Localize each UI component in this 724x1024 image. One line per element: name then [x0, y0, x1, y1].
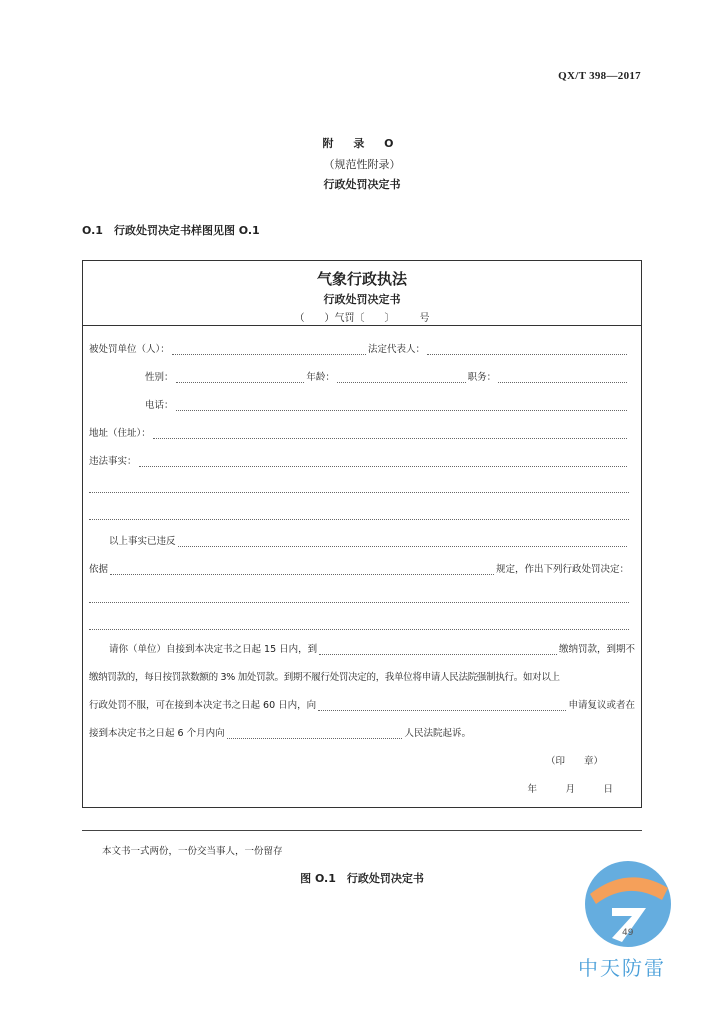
address-row: [89, 425, 629, 439]
page-number: 49: [622, 928, 634, 938]
gender-label: 性别：: [145, 372, 174, 383]
personal-row: [145, 369, 629, 383]
facts-line-2[interactable]: [89, 491, 629, 493]
payment-place-field[interactable]: [319, 644, 557, 655]
decision-form: [82, 260, 642, 808]
phone-label: 电话：: [145, 400, 174, 411]
legal-rep-label: 法定代表人：: [367, 344, 425, 355]
age-field[interactable]: [337, 372, 466, 383]
payment-text-1a: 请你（单位）自接到本决定书之日起 15 日内，到: [109, 644, 318, 655]
payment-line-1: [109, 641, 635, 655]
decision-line-1[interactable]: [89, 601, 629, 603]
party-field[interactable]: [172, 344, 366, 355]
address-field[interactable]: [153, 428, 627, 439]
payment-text-1b: 缴纳罚款，到期不: [558, 644, 635, 655]
payment-text-4b: 人民法院起诉。: [404, 728, 471, 739]
form-doc-number: （ ）气罚〔 〕 号: [294, 313, 430, 324]
violation-row: [109, 533, 629, 547]
appendix-name: 行政处罚决定书: [323, 178, 401, 191]
position-field[interactable]: [498, 372, 627, 383]
party-label: 被处罚单位（人）：: [89, 344, 170, 355]
date: 年 月 日: [527, 784, 613, 795]
payment-line-4: [89, 725, 471, 739]
review-agency-field[interactable]: [318, 700, 566, 711]
legal-rep-field[interactable]: [427, 344, 627, 355]
facts-field[interactable]: [139, 456, 627, 467]
standard-number: QX/T 398—2017: [558, 70, 641, 82]
payment-text-3b: 申请复议或者在: [568, 700, 635, 711]
footnote: 本文书一式两份，一份交当事人，一份留存: [102, 846, 283, 857]
section-heading: O.1 行政处罚决定书样图见图 O.1: [82, 224, 260, 237]
basis-suffix: 规定，作出下列行政处罚决定：: [495, 564, 629, 575]
payment-text-3a: 行政处罚不服，可在接到本决定书之日起 60 日内，向: [89, 700, 317, 711]
phone-field[interactable]: [176, 400, 627, 411]
header-divider: [83, 325, 641, 326]
violation-field[interactable]: [178, 536, 627, 547]
decision-line-2[interactable]: [89, 628, 629, 630]
gender-field[interactable]: [176, 372, 305, 383]
phone-row: [145, 397, 629, 411]
age-label: 年龄：: [306, 372, 335, 383]
payment-line-2: 缴纳罚款的，每日按罚款数额的 3% 加处罚款。到期不履行处罚决定的，我单位将申请人民法院强制执行。如对以上: [89, 672, 560, 683]
position-label: 职务：: [467, 372, 497, 383]
party-row: [89, 341, 629, 355]
payment-text-4a: 接到本决定书之日起 6 个月内向: [89, 728, 225, 739]
form-title: 气象行政执法: [316, 270, 407, 288]
court-field[interactable]: [227, 728, 403, 739]
basis-field[interactable]: [110, 564, 494, 575]
facts-line-3[interactable]: [89, 518, 629, 520]
form-subtitle: 行政处罚决定书: [323, 293, 401, 306]
appendix-title: 附 录 O: [322, 137, 402, 150]
seal: （印 章）: [545, 756, 603, 767]
appendix-subtitle: （规范性附录）: [323, 158, 401, 171]
basis-label: 依据: [89, 564, 109, 575]
basis-row: [89, 561, 629, 575]
payment-line-3: [89, 697, 635, 711]
violation-label: 以上事实已违反: [109, 536, 176, 547]
watermark-brand: 中天防雷: [578, 956, 666, 980]
facts-label: 违法事实：: [89, 456, 137, 467]
figure-caption: 图 O.1 行政处罚决定书: [300, 872, 424, 885]
footnote-rule: [82, 830, 642, 831]
facts-row: [89, 453, 629, 467]
address-label: 地址（住址）：: [89, 428, 151, 439]
